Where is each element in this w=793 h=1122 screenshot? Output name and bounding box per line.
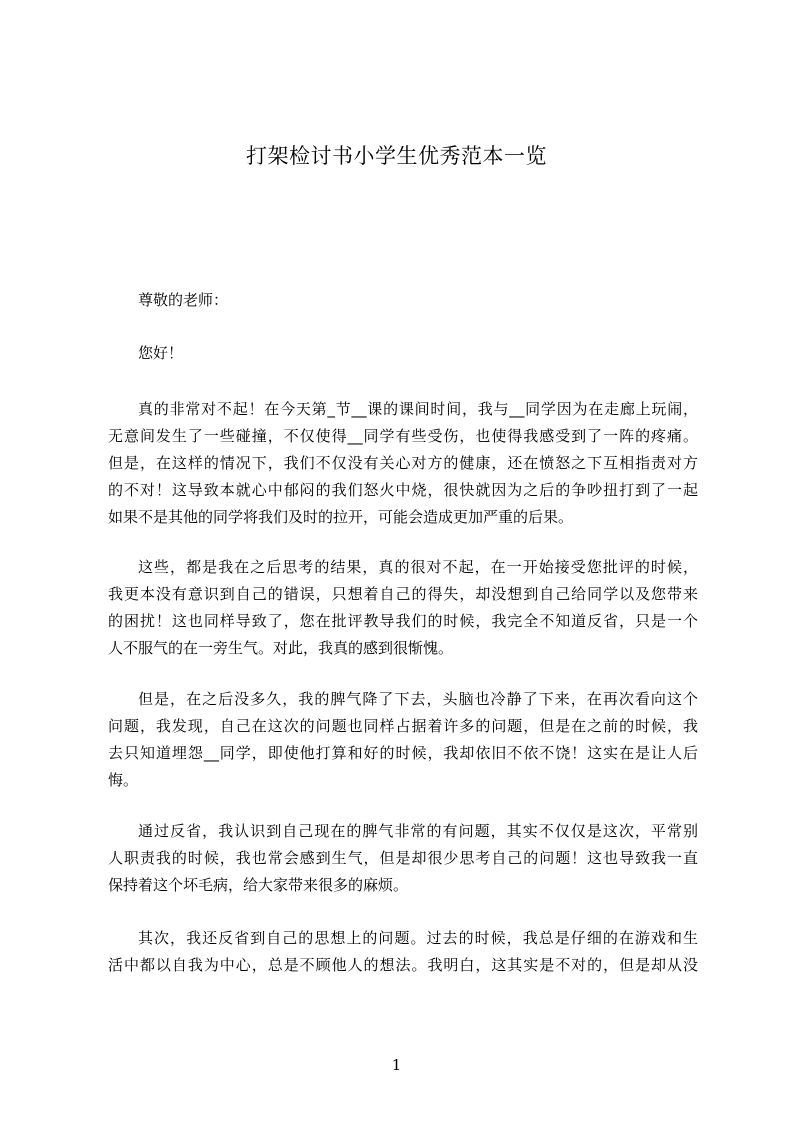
paragraph-line: 人职责我的时候，我也常会感到生气，但是却很少思考自己的问题！这也导致我一直 <box>108 849 698 867</box>
paragraph-line: 无意间发生了一些碰撞，不仅使得__同学有些受伤，也使得我感受到了一阵的疼痛。 <box>108 427 698 445</box>
paragraph-line: 保持着这个坏毛病，给大家带来很多的麻烦。 <box>108 876 409 894</box>
paragraph-line: 我更本没有意识到自己的错误，只想着自己的得失，却没想到自己给同学以及您带来 <box>108 585 698 603</box>
paragraph-line: 但是，在之后没多久，我的脾气降了下去，头脑也冷静了下来，在再次看向这个 <box>138 690 698 708</box>
paragraph-line: 的困扰！这也同样导致了，您在批评教导我们的时候，我完全不知道反省，只是一个 <box>108 612 698 630</box>
page-number: 1 <box>391 1056 402 1074</box>
salutation: 尊敬的老师： <box>138 291 229 309</box>
paragraph-line: 人不服气的在一旁生气。对此，我真的感到很惭愧。 <box>108 639 454 657</box>
paragraph-line: 去只知道埋怨__同学，即使他打算和好的时候，我却依旧不依不饶！这实在是让人后 <box>108 744 698 762</box>
paragraph-line: 如果不是其他的同学将我们及时的拉开，可能会造成更加严重的后果。 <box>108 508 574 526</box>
document-title: 打架检讨书小学生优秀范本一览 <box>246 144 547 168</box>
paragraph-line: 这些，都是我在之后思考的结果，真的很对不起，在一开始接受您批评的时候， <box>138 558 698 576</box>
paragraph-line: 活中都以自我为中心，总是不顾他人的想法。我明白，这其实是不对的，但是却从没 <box>108 956 698 974</box>
paragraph-line: 但是，在这样的情况下，我们不仅没有关心对方的健康，还在愤怒之下互相指责对方 <box>108 454 698 472</box>
paragraph-line: 通过反省，我认识到自己现在的脾气非常的有问题，其实不仅仅是这次，平常别 <box>138 822 698 840</box>
paragraph-line: 问题，我发现，自己在这次的问题也同样占据着许多的问题，但是在之前的时候，我 <box>108 717 698 735</box>
paragraph-line: 的不对！这导致本就心中郁闷的我们怒火中烧，很快就因为之后的争吵扭打到了一起 <box>108 481 698 499</box>
greeting: 您好！ <box>138 344 184 362</box>
paragraph-line: 悔。 <box>108 771 139 789</box>
paragraph-line: 真的非常对不起！在今天第_节__课的课间时间，我与__同学因为在走廊上玩闹， <box>138 400 698 418</box>
paragraph-line: 其次，我还反省到自己的思想上的问题。过去的时候，我总是仔细的在游戏和生 <box>138 929 698 947</box>
